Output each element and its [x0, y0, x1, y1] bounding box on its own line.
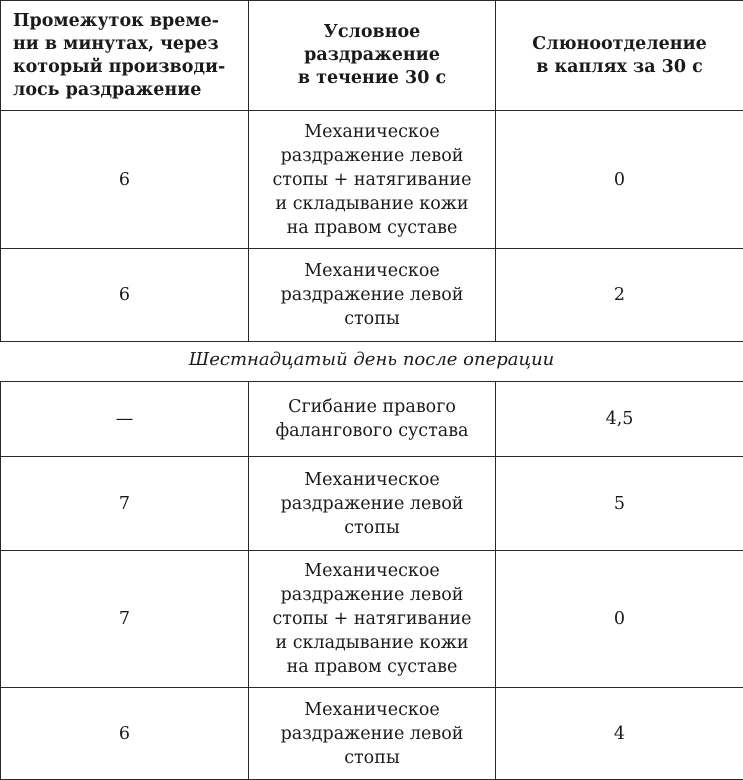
cell-interval: 6 [1, 111, 249, 249]
cell-stimulus: Механическое раздражение левой стопы [249, 688, 496, 780]
cell-drops: 2 [496, 249, 743, 342]
table-row [1, 457, 743, 551]
table-row [1, 382, 743, 457]
table-row [1, 249, 743, 342]
cell-drops: 4 [496, 688, 743, 780]
cell-interval: 6 [1, 688, 249, 780]
cell-stimulus: Механическое раздражение левой стопы [249, 457, 496, 551]
results-table-bottom [0, 381, 743, 780]
header-salivation: Слюноотделение в каплях за 30 с [496, 1, 743, 111]
cell-drops: 4,5 [496, 382, 743, 457]
cell-stimulus: Механическое раздражение левой стопы + натягивание и складывание кожи на правом суставе [249, 111, 496, 249]
cell-drops: 5 [496, 457, 743, 551]
cell-interval: 7 [1, 551, 249, 688]
section-caption: Шестнадцатый день после операции [188, 349, 555, 370]
header-stimulus: Условное раздражение в течение 30 с [249, 1, 496, 111]
cell-interval: — [1, 382, 249, 457]
table-row [1, 111, 743, 249]
cell-interval: 6 [1, 249, 249, 342]
table-row [1, 688, 743, 780]
cell-stimulus: Сгибание правого фалангового сустава [249, 382, 496, 457]
header-row [1, 1, 743, 111]
results-table-top [0, 0, 743, 342]
cell-stimulus: Механическое раздражение левой стопы + натягивание и складывание кожи на правом суставе [249, 551, 496, 688]
cell-drops: 0 [496, 111, 743, 249]
cell-drops: 0 [496, 551, 743, 688]
cell-stimulus: Механическое раздражение левой стопы [249, 249, 496, 342]
header-interval: Промежуток време- ни в минутах, через который производи- лось раздражение [1, 1, 249, 111]
table-row [1, 551, 743, 688]
cell-interval: 7 [1, 457, 249, 551]
